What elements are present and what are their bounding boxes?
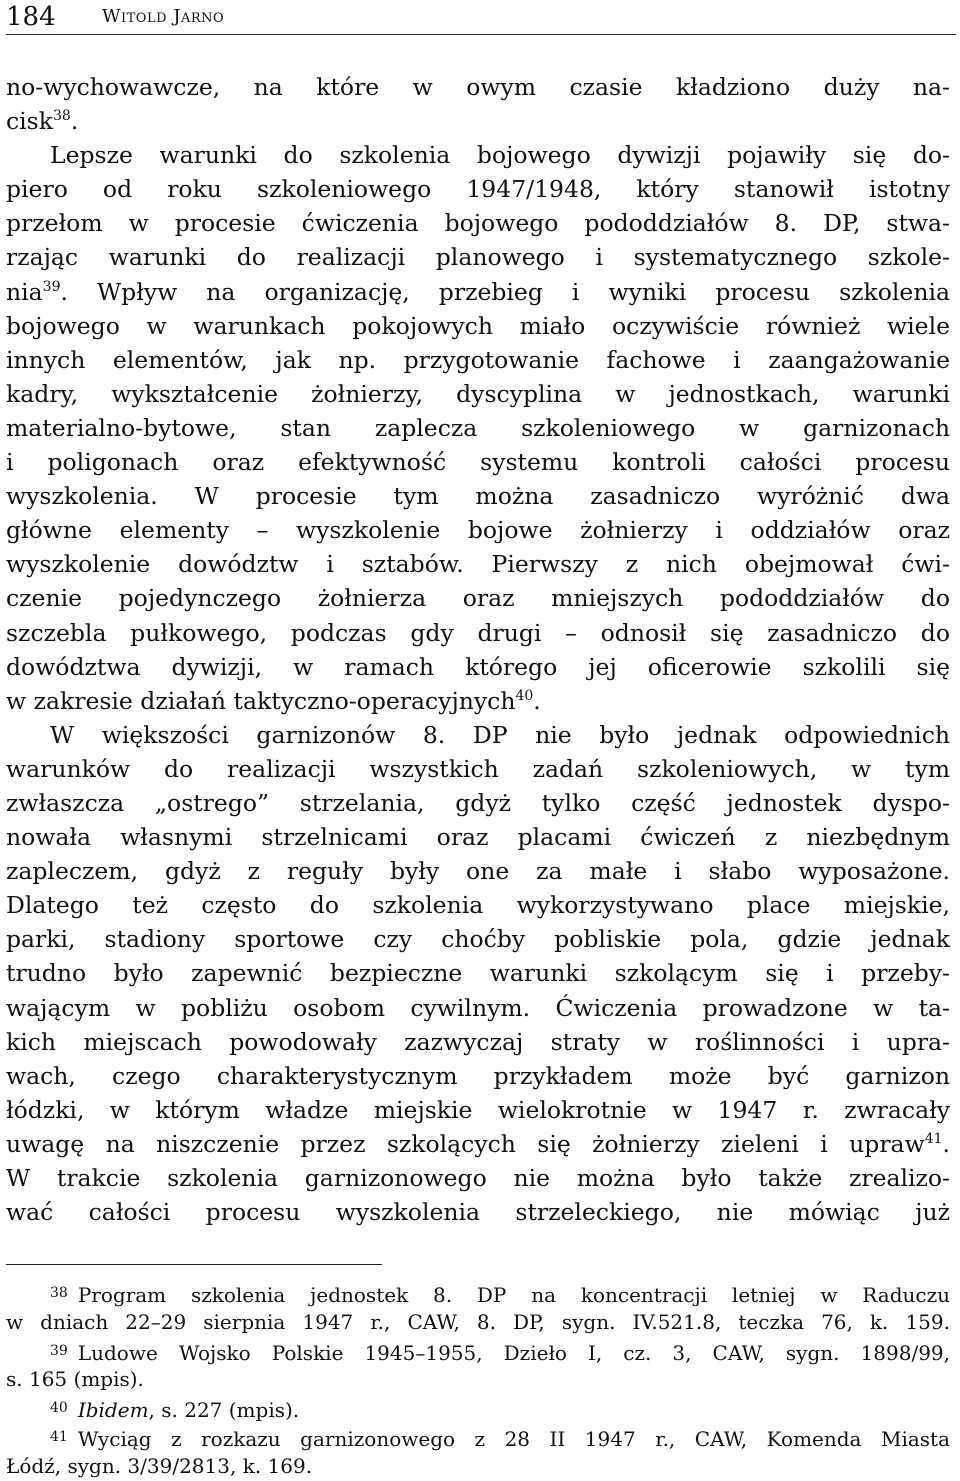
body-line: główne elementy – wyszkolenie bojowe żołnierzy i oddziałów oraz [6,516,950,545]
body-line: czenie pojedynczego żołnierza oraz mniejszych pododdziałów do [6,584,950,613]
body-line: trudno było zapewnić bezpieczne warunki szkolącym się i przeby- [6,959,950,988]
footnote-40 [6,1394,950,1423]
body-line: wyszkolenia. W procesie tym można zasadniczo wyróżnić dwa [6,482,950,511]
header-rule [6,34,956,35]
body-line: parki, stadiony sportowe czy choćby pobliskie pola, gdzie jednak [6,925,950,954]
body-line: piero od roku szkoleniowego 1947/1948, który stanowił istotny [6,175,950,204]
footnote-reference[interactable]: 39 [42,278,61,295]
body-line: Dlatego też często do szkolenia wykorzystywano place miejskie, [6,891,950,920]
body-line: no-wychowawcze, na które w owym czasie kładziono duży na- [6,73,950,101]
footnote-line: $^{39}$ Ludowe Wojsko Polskie 1945–1955, Dzieło I, cz. 3, CAW, sygn. 1898/99, [50,1340,950,1365]
body-line: kadry, wykształcenie żołnierzy, dyscyplina w jednostkach, warunki [6,379,950,408]
body-line: kich miejscach powodowały zazwyczaj straty w roślinności i upra- [6,1027,950,1056]
body-line: w zakresie działań taktyczno-operacyjnych$^{40}$. [6,686,541,715]
body-line: Lepsze warunki do szkolenia bojowego dywizji pojawiły się do- [50,141,950,170]
footnote-line: $^{38}$ Program szkolenia jednostek 8. DP na koncentracji letniej w Raduczu [50,1283,950,1307]
body-line: warunków do realizacji wszystkich zadań szkoleniowych, w tym [6,754,950,783]
footnote-mark: 38 [50,1285,68,1301]
body-line: nia$^{39}$. Wpływ na organizację, przebieg i wyniki procesu szkolenia [6,277,950,306]
running-head: Witold Jarno [102,6,225,27]
body-line: i poligonach oraz efektywność systemu kontroli całości procesu [6,448,950,477]
body-line: dowództwa dywizji, w ramach którego jej oficerowie szkolili się [6,652,950,681]
footnote-line: $^{41}$ Wyciąg z rozkazu garnizonowego z 28 II 1947 r., CAW, Komenda Miasta [50,1426,950,1451]
page-number: 184 [6,2,56,32]
body-line: materialno-bytowe, stan zaplecza szkoleniowego w garnizonach [6,413,950,442]
body-line: wach, czego charakterystycznym przykładem może być garnizon [6,1061,950,1090]
page-header [6,0,956,36]
footnotes [6,1279,950,1481]
body-line: wającym w pobliżu osobom cywilnym. Ćwiczenia prowadzone w ta- [6,993,950,1022]
footnote-reference[interactable]: 41 [924,1130,943,1147]
body-line: zapleczem, gdyż z reguły były one za małe i słabo wyposażone. [6,857,950,886]
footnote-line: w dniach 22–29 sierpnia 1947 r., CAW, 8. DP, sygn. IV.521.8, teczka 76, k. 159. [6,1309,950,1334]
body-line: innych elementów, jak np. przygotowanie fachowe i zaangażowanie [6,345,950,374]
footnote-separator [6,1264,382,1265]
footnote-line: $^{40}$ Ibidem, s. 227 (mpis). [50,1398,300,1423]
body-text [6,70,950,1229]
footnote-mark: 41 [50,1428,68,1445]
body-line: W trakcie szkolenia garnizonowego nie można było także zrealizo- [6,1164,950,1192]
body-line: cisk$^{38}$. [6,107,79,136]
footnote-line: Łódź, sygn. 3/39/2813, k. 169. [6,1453,313,1478]
body-line: rzając warunki do realizacji planowego i systematycznego szkole- [6,243,950,272]
footnote-mark: 40 [50,1400,68,1417]
body-line: bojowego w warunkach pokojowych miało oczywiście również wiele [6,311,950,340]
footnote-reference[interactable]: 38 [52,108,71,125]
footnote-line: s. 165 (mpis). [6,1367,144,1392]
footnote-39 [6,1337,950,1395]
footnote-38 [6,1279,950,1337]
footnote-mark: 39 [50,1342,68,1359]
body-line: wać całości procesu wyszkolenia strzeleckiego, nie mówiąc już [6,1198,950,1227]
body-line: wyszkolenie dowództw i sztabów. Pierwszy z nich obejmował ćwi- [6,550,950,579]
body-line: nowała własnymi strzelnicami oraz placami ćwiczeń z niezbędnym [6,823,950,852]
footnote-41 [6,1423,950,1481]
body-line: szczebla pułkowego, podczas gdy drugi – odnosił się zasadniczo do [6,618,950,647]
footnote-reference[interactable]: 40 [515,687,534,704]
body-line: W większości garnizonów 8. DP nie było jednak odpowiednich [50,720,950,749]
body-line: zwłaszcza „ostrego” strzelania, gdyż tylko część jednostek dyspo- [6,788,950,817]
body-line: łódzki, w którym władze miejskie wielokrotnie w 1947 r. zwracały [6,1095,950,1124]
body-line: uwagę na niszczenie przez szkolących się żołnierzy zieleni i upraw$^{41}$. [6,1129,950,1158]
body-line: przełom w procesie ćwiczenia bojowego pododdziałów 8. DP, stwa- [6,209,950,238]
